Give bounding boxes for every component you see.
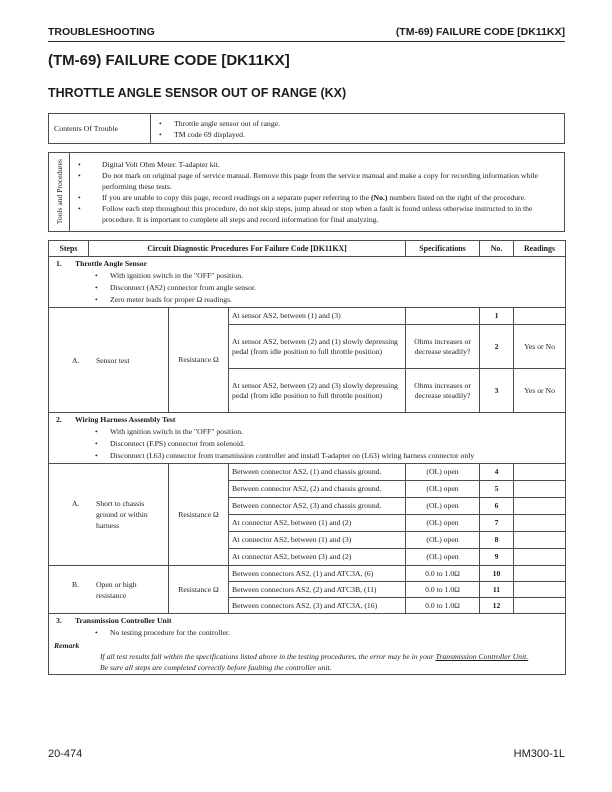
page-title: (TM-69) FAILURE CODE [DK11KX]	[48, 52, 290, 69]
bullet-icon: •	[95, 451, 98, 460]
bullet-icon: •	[78, 204, 81, 213]
no-cell: 11	[480, 582, 514, 598]
list-item-text: Digital Volt Ohm Meter. T-adapter kit.	[102, 160, 220, 169]
contents-of-trouble-list	[151, 114, 564, 143]
no-cell: 3	[480, 369, 514, 413]
list-item: • Disconnect (AS2) connector from angle sensor.	[52, 282, 562, 294]
contents-of-trouble-label: Contents Of Trouble	[49, 114, 151, 143]
no-cell: 8	[480, 532, 514, 549]
reading-cell	[514, 308, 566, 325]
table-header-row	[49, 241, 566, 257]
reading-cell	[514, 532, 566, 549]
section-title: 3. Transmission Controller Unit	[56, 616, 172, 625]
procedure-cell: At sensor AS2, between (1) and (3)	[229, 308, 406, 325]
no-cell: 5	[480, 481, 514, 498]
reading-cell	[514, 566, 566, 582]
spec-cell: (OL) open	[406, 532, 480, 549]
spec-cell: Ohms increases or decrease steadily?	[406, 369, 480, 413]
tools-and-procedures-side-label	[49, 153, 70, 231]
list-item	[70, 192, 558, 203]
method-cell: Resistance Ω	[169, 308, 229, 413]
list-item-text: Do not mark on original page of service manual. Remove this page from the service manual and make a copy for recording information while performing these tests.	[102, 171, 538, 191]
procedure-cell: At sensor AS2, between (2) and (3) slowly depressing pedal (from idle position to full throttle position)	[229, 369, 406, 413]
reading-cell	[514, 464, 566, 481]
col-header-no: No.	[480, 241, 514, 257]
diagnostic-table	[48, 240, 566, 675]
no-cell: 2	[480, 325, 514, 369]
bullet-icon: •	[95, 271, 98, 280]
bullet-icon: •	[159, 129, 162, 139]
procedure-cell: Between connectors AS2, (2) and ATC3B, (11)	[229, 582, 406, 598]
running-head-section: TROUBLESHOOTING	[48, 26, 155, 38]
procedure-cell: Between connector AS2, (2) and chassis ground.	[229, 481, 406, 498]
tools-and-procedures-list	[70, 153, 564, 231]
spec-cell	[406, 308, 480, 325]
reading-cell	[514, 598, 566, 614]
col-header-steps: Steps	[49, 241, 89, 257]
method-cell: Resistance Ω	[169, 566, 229, 614]
reading-cell	[514, 481, 566, 498]
col-header-readings: Readings	[514, 241, 566, 257]
list-item	[151, 118, 564, 129]
bullet-icon: •	[95, 427, 98, 436]
procedure-cell: At connector AS2, between (3) and (2)	[229, 549, 406, 566]
procedure-cell: Between connector AS2, (3) and chassis ground.	[229, 498, 406, 515]
no-cell: 9	[480, 549, 514, 566]
bullet-icon: •	[78, 160, 81, 169]
col-header-procedures: Circuit Diagnostic Procedures For Failure Code [DK11KX]	[89, 241, 406, 257]
procedure-cell: Between connector AS2, (1) and chassis ground.	[229, 464, 406, 481]
spec-cell: (OL) open	[406, 515, 480, 532]
bullet-icon: •	[95, 628, 98, 637]
running-head-topic: (TM-69) FAILURE CODE [DK11KX]	[395, 26, 565, 38]
table-row	[49, 464, 566, 481]
running-head	[48, 26, 565, 42]
col-header-specifications: Specifications	[406, 241, 480, 257]
no-cell: 7	[480, 515, 514, 532]
page-subtitle: THROTTLE ANGLE SENSOR OUT OF RANGE (KX)	[48, 86, 347, 100]
spec-cell: 0.0 to 1.0Ω	[406, 582, 480, 598]
bullet-icon: •	[95, 283, 98, 292]
list-item: • Disconnect (L63) connector from transmission controller and install T-adapter on (L63) wiring harness connector only	[52, 450, 562, 462]
list-item: • With ignition switch in the "OFF" position.	[52, 426, 562, 438]
spec-cell: (OL) open	[406, 498, 480, 515]
procedure-cell: At sensor AS2, between (2) and (1) slowly depressing pedal (from idle position to full throttle position)	[229, 325, 406, 369]
manual-code: HM300-1L	[513, 748, 565, 760]
list-item	[70, 170, 558, 192]
section-3-row	[49, 614, 566, 675]
list-item	[70, 203, 558, 225]
table-row	[49, 308, 566, 325]
spec-cell: 0.0 to 1.0Ω	[406, 598, 480, 614]
reading-cell	[514, 582, 566, 598]
remark-label: Remark	[54, 641, 80, 650]
spec-cell: (OL) open	[406, 481, 480, 498]
bullet-icon: •	[159, 118, 162, 128]
procedure-cell: Between connectors AS2, (3) and ATC3A, (16)	[229, 598, 406, 614]
bullet-icon: •	[78, 171, 81, 180]
list-item-text: If you are unable to copy this page, record readings on a separate paper referring to the (No.) numbers listed on the right of the procedure.	[102, 193, 526, 202]
spec-cell: (OL) open	[406, 549, 480, 566]
tools-and-procedures-box	[48, 152, 565, 232]
method-cell: Resistance Ω	[169, 464, 229, 566]
section-title: 1. Throttle Angle Sensor	[56, 259, 148, 268]
vertical-label-text: Tools and Procedures	[54, 159, 64, 225]
no-cell: 1	[480, 308, 514, 325]
test-label-cell: A. Short to chassis ground or within harness	[49, 464, 169, 566]
reading-cell	[514, 515, 566, 532]
spec-cell: (OL) open	[406, 464, 480, 481]
section-2-header-row	[49, 413, 566, 464]
test-label-cell: A. Sensor test	[49, 308, 169, 413]
section-1-header-row	[49, 257, 566, 308]
list-item-text: TM code 69 displayed.	[174, 129, 245, 139]
list-item: • Zero meter leads for proper Ω readings.	[52, 294, 562, 306]
no-cell: 4	[480, 464, 514, 481]
list-item-text: Follow each step throughout this procedure, do not skip steps, jump ahead or stop when a fault is found unless otherwise instructed to in the procedure. It is important to complete all steps and record information for final analyzing.	[102, 204, 533, 224]
no-cell: 12	[480, 598, 514, 614]
spec-cell: 0.0 to 1.0Ω	[406, 566, 480, 582]
bullet-icon: •	[78, 193, 81, 202]
page-number: 20-474	[48, 748, 83, 760]
spec-cell: Ohms increases or decrease steadily?	[406, 325, 480, 369]
procedure-cell: At connector AS2, between (1) and (3)	[229, 532, 406, 549]
page-footer	[48, 748, 565, 760]
list-item: • No testing procedure for the controller.	[52, 627, 562, 639]
test-label-cell: B. Open or high resistance	[49, 566, 169, 614]
no-cell: 10	[480, 566, 514, 582]
procedure-cell: Between connectors AS2, (1) and ATC3A, (6)	[229, 566, 406, 582]
list-item: • With ignition switch in the "OFF" position.	[52, 270, 562, 282]
reading-cell	[514, 498, 566, 515]
reading-cell	[514, 549, 566, 566]
list-item	[70, 159, 558, 170]
bullet-icon: •	[95, 295, 98, 304]
contents-of-trouble-box	[48, 113, 565, 144]
table-row	[49, 566, 566, 582]
bullet-icon: •	[95, 439, 98, 448]
section-title: 2. Wiring Harness Assembly Test	[56, 415, 176, 424]
no-cell: 6	[480, 498, 514, 515]
procedure-cell: At connector AS2, between (1) and (2)	[229, 515, 406, 532]
list-item	[151, 129, 564, 140]
remark-text: If all test results fall within the specifications listed above in the testing procedures, the error may be in your Transmission Controller Unit. Be sure all steps are completed correctly before faulting the controller unit.	[100, 652, 529, 672]
list-item-text: Throttle angle sensor out of range.	[174, 118, 280, 128]
list-item: • Disconnect (F.PS) connector from solenoid.	[52, 438, 562, 450]
reading-cell: Yes or No	[514, 369, 566, 413]
reading-cell: Yes or No	[514, 325, 566, 369]
